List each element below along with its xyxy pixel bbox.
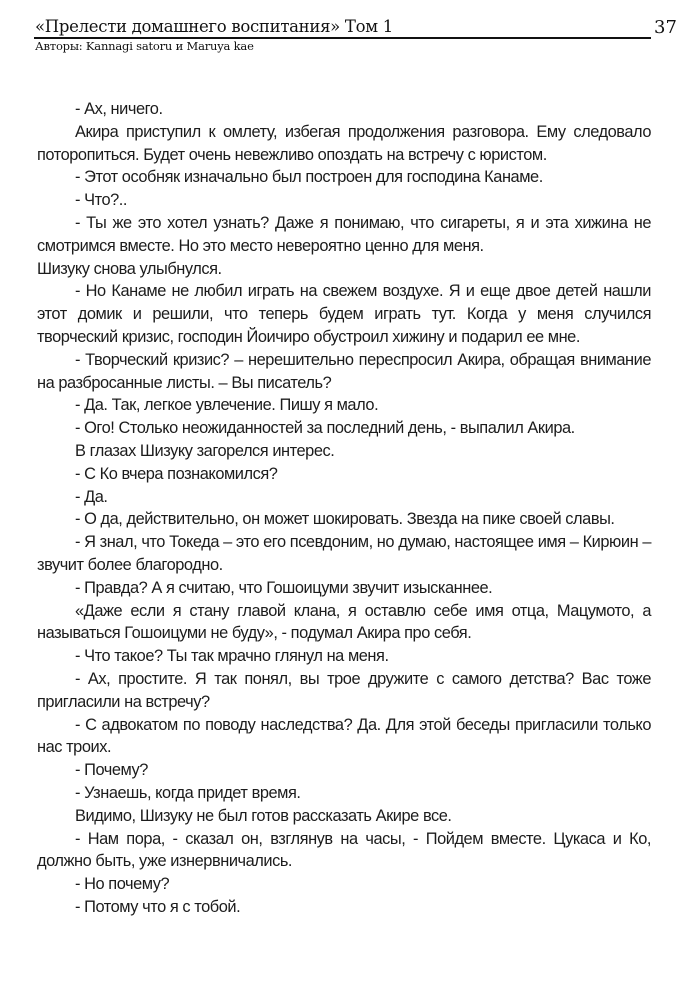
paragraph: - Да. Так, легкое увлечение. Пишу я мало. — [75, 396, 379, 415]
paragraph: - Ты же это хотел узнать? Даже я понимаю, что сигареты, я и эта хижина не смотримся вместе. Но это место невероятно ценно для меня. — [37, 213, 651, 255]
body-text — [37, 98, 651, 919]
paragraph: - Ах, ничего. — [75, 100, 163, 118]
paragraph: - Почему? — [75, 761, 148, 780]
paragraph: Видимо, Шизуку не был готов рассказать Акире все. — [75, 806, 452, 825]
paragraph: - Но почему? — [75, 875, 170, 894]
paragraph: - Что?.. — [75, 191, 127, 210]
paragraph: - О да, действительно, он может шокировать. Звезда на пике своей славы. — [75, 510, 615, 529]
paragraph: - Что такое? Ты так мрачно глянул на меня. — [75, 647, 389, 666]
paragraph: - Потому что я с тобой. — [75, 897, 241, 916]
paragraph: - Но Канаме не любил играть на свежем воздухе. Я и еще двое детей нашли этот домик и решили, что теперь будем играть тут. Когда у меня случился творческий кризис, господин Йоичиро обустроил хижину и подарил ее мне. — [37, 282, 651, 346]
paragraph: - Правда? А я считаю, что Гошоицуми звучит изысканнее. — [75, 578, 493, 597]
paragraph: - Этот особняк изначально был построен для господина Канаме. — [75, 168, 543, 187]
paragraph: - С Ко вчера познакомился? — [75, 464, 278, 483]
paragraph: - Да. — [75, 487, 108, 506]
paragraph: - Ого! Столько неожиданностей за последний день, - выпалил Акира. — [75, 419, 575, 438]
paragraph: - С адвокатом по поводу наследства? Да. Для этой беседы пригласили только нас троих. — [37, 715, 651, 757]
paragraph: - Я знал, что Токеда – это его псевдоним, но думаю, настоящее имя – Кирюин – звучит более благородно. — [37, 533, 651, 574]
paragraph: - Ах, простите. Я так понял, вы трое дружите с самого детства? Вас тоже пригласили на встречу? — [37, 669, 651, 711]
paragraph: Шизуку снова улыбнулся. — [37, 259, 222, 278]
paragraph: - Узнаешь, когда придет время. — [75, 783, 301, 802]
book-title: «Прелести домашнего воспитания» Том 1 — [35, 17, 393, 36]
paragraph: «Даже если я стану главой клана, я оставлю себе имя отца, Мацумото, а называться Гошоицуми не буду», - подумал Акира про себя. — [37, 601, 651, 643]
page-number: 37 — [654, 17, 677, 38]
paragraph: В глазах Шизуку загорелся интерес. — [75, 441, 335, 460]
paragraph: - Нам пора, - сказал он, взглянув на часы, - Пойдем вместе. Цукаса и Ко, должно быть, уже изнервничались. — [37, 829, 651, 871]
paragraph: Акира приступил к омлету, избегая продолжения разговора. Ему следовало поторопиться. Будет очень невежливо опоздать на встречу с юристом. — [37, 122, 651, 164]
authors-line: Авторы: Kannagi satoru и Maruya kae — [35, 39, 254, 53]
paragraph: - Творческий кризис? – нерешительно переспросил Акира, обращая внимание на разбросанные листы. – Вы писатель? — [37, 350, 651, 392]
